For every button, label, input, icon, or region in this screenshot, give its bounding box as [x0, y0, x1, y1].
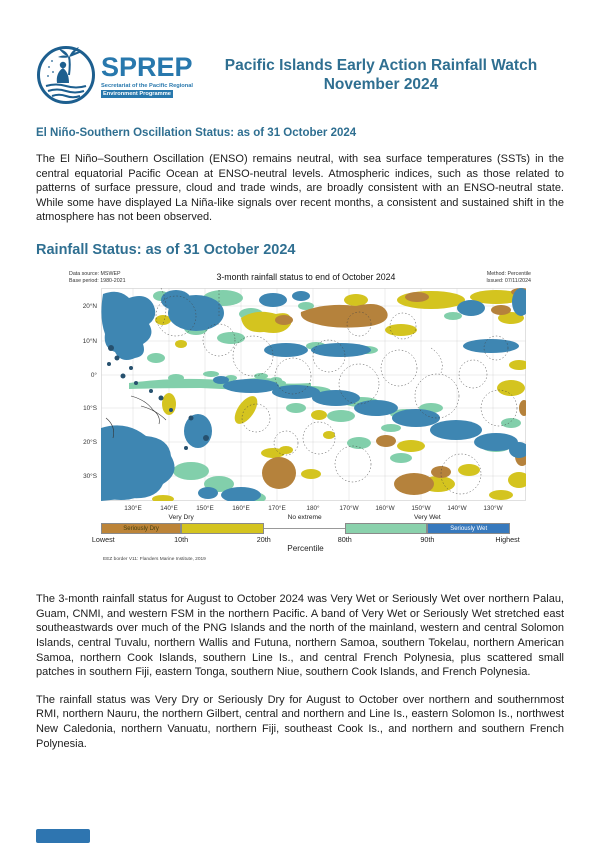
logo-acronym: SPREP [101, 52, 193, 82]
lon-tick: 140°E [160, 505, 178, 513]
rainfall-map-figure [69, 271, 531, 562]
map-data-source: Data source: MSWEP [69, 270, 121, 277]
lon-tick: 170°W [339, 505, 359, 513]
lon-tick: 150°E [196, 505, 214, 513]
legend-label-very-wet: Very Wet [414, 514, 441, 522]
map-base-period: Base period: 1980-2021 [69, 277, 126, 284]
lon-tick: 180° [306, 505, 320, 513]
legend-label-no-extreme: No extreme [287, 514, 322, 522]
legend-tick-80th: 80th [337, 535, 352, 545]
legend-tick-90th: 90th [420, 535, 435, 545]
map-title: 3-month rainfall status to end of October 2024 [216, 271, 396, 282]
map-legend [91, 514, 520, 563]
legend-tick-20th: 20th [256, 535, 271, 545]
legend-top-labels [101, 514, 510, 523]
legend-seriously-dry-label: Seriously Dry [123, 526, 159, 533]
lon-tick: 170°E [268, 505, 286, 513]
legend-seriously-wet-label: Seriously Wet [450, 526, 488, 533]
legend-axis-label: Percentile [287, 544, 324, 554]
legend-seg-seriously-wet [427, 523, 510, 534]
legend-seg-seriously-dry [101, 523, 181, 534]
lat-tick: 20°N [82, 303, 97, 311]
legend-tick-lowest: Lowest [91, 535, 115, 545]
lat-tick: 10°N [82, 338, 97, 346]
sprep-logo [36, 45, 212, 105]
rainfall-status-heading: Rainfall Status: as of 31 October 2024 [36, 241, 296, 258]
rainfall-status-map [69, 286, 531, 514]
lon-tick: 130°E [124, 505, 142, 513]
legend-seg-no-extreme [264, 523, 345, 529]
rainfall-paragraph-wet: The 3-month rainfall status for August to October 2024 was Very Wet or Seriously Wet over northern Palau, Guam, CNMI, and western FSM in the northern Pacific. A band of Very Wet or Seriously Wet stretched east southeastwards over much of the PNG Islands and the north of the mainland, western and central Solomon Islands, central Tuvalu, northern Wallis and Futuna, northern Samoa, southern Tokelau, northern American Samoa, northern Cook Islands, southern Line Is., and central French Polynesia, plus scattered small patches in southern Fiji, eastern Tonga, southern Niue, southern Cook Islands, and French Polynesia. [36, 593, 564, 679]
legend-tick-10th: 10th [174, 535, 189, 545]
map-issued: Issued: 07/11/2024 [486, 277, 531, 284]
map-method: Method: Percentile [486, 270, 531, 277]
map-header [69, 271, 531, 284]
logo-subtitle-line2: Environment Programme [103, 91, 171, 97]
enso-status-paragraph: The El Niño–Southern Oscillation (ENSO) remains neutral, with sea surface temperatures (SSTs) in the central equatorial Pacific Ocean at ENSO-neutral levels. Atmospheric indices, such as those related to patterns of surface pressure, cloud and trade winds, are broadly consistent with an ENSO-neutral state. While some have displayed La Niña-like signals over recent months, a consistent and sustained shift in the atmosphere has not been observed. [36, 153, 564, 224]
map-source-note [69, 271, 126, 284]
lon-tick: 140°W [447, 505, 467, 513]
map-method-note [486, 271, 531, 284]
page-title [212, 56, 564, 94]
legend-color-bar [101, 523, 510, 534]
legend-label-very-dry: Very Dry [168, 514, 194, 522]
legend-tick-labels [91, 535, 520, 545]
enso-status-heading: El Niño-Southern Oscillation Status: as of 31 October 2024 [36, 127, 357, 139]
sprep-logo-text [101, 54, 193, 105]
lat-tick: 20°S [83, 439, 97, 447]
legend-tick-highest: Highest [495, 535, 520, 545]
lon-tick: 150°W [411, 505, 431, 513]
lat-tick: 10°S [83, 405, 97, 413]
lon-tick: 160°E [232, 505, 250, 513]
lat-tick: 30°S [83, 473, 97, 481]
page-title-line1: Pacific Islands Early Action Rainfall Watch [224, 57, 538, 74]
map-lat-axis [83, 302, 98, 480]
lon-tick: 130°W [483, 505, 503, 513]
map-attribution: EEZ border V11: Flanders Marine Institute, 2019 [103, 557, 206, 563]
sprep-logo-icon [36, 45, 96, 105]
logo-subtitle-line1: Secretariat of the Pacific Regional [101, 83, 193, 89]
rainfall-paragraph-dry: The rainfall status was Very Dry or Seriously Dry for August to October over northern and southernmost RMI, northern Nauru, the northern Gilbert, central and northern and Line Is., eastern Solomon Is., northwest New Caledonia, northern Vanuatu, northern Fiji, southeast Cook Is., and northern and southern French Polynesia. [36, 693, 564, 750]
legend-seg-very-dry [181, 523, 264, 534]
legend-seg-very-wet [345, 523, 428, 534]
map-lon-axis [124, 504, 503, 512]
lon-tick: 160°W [375, 505, 395, 513]
lat-tick: 0° [90, 372, 97, 380]
page-title-line2: November 2024 [323, 76, 439, 93]
footer-bar [36, 829, 90, 843]
document-header [36, 45, 564, 105]
